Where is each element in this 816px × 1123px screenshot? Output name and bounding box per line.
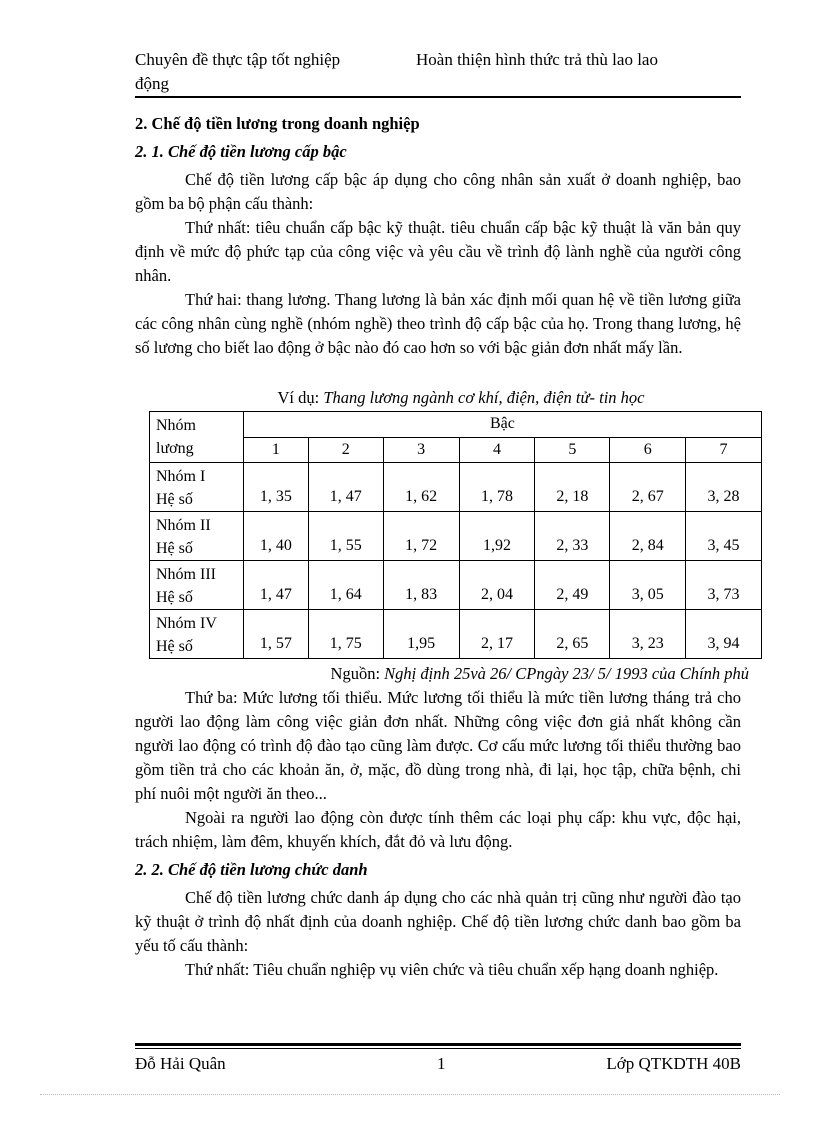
coefficient-cell: 2, 84 [610,512,686,561]
footer-author: Đỗ Hải Quân [135,1054,226,1073]
level-cell: 2 [308,438,383,463]
paragraph-1: Chế độ tiền lương cấp bậc áp dụng cho công nhân sản xuất ở doanh nghiệp, bao gồm ba bộ phận cấu thành: [135,170,741,213]
table-caption [135,386,741,410]
page-header [135,50,741,93]
level-cell: 1 [243,438,308,463]
coefficient-cell: 1, 35 [243,463,308,512]
paragraph-3: Thứ hai: thang lương. Thang lương là bản xác định mối quan hệ về tiền lương giữa các công nhân cùng nghề (nhóm nghề) theo trình độ cấp bậc của họ. Trong thang lương, hệ số lương cho biết lao động ở bậc nào đó cao hơn so với bậc giản đơn nhất mấy lần. [135,290,741,357]
coefficient-cell: 1, 62 [383,463,459,512]
coefficient-cell: 1, 55 [308,512,383,561]
row-label: Hệ số [156,589,193,606]
coefficient-cell: 3, 45 [686,512,762,561]
row-group-cell [150,463,244,512]
paragraph-4: Thứ ba: Mức lương tối thiểu. Mức lương tối thiểu là mức tiền lương tháng trả cho người lao động làm công việc giản đơn nhất. Những công việc đơn giả nhất không cần người lao động có trình độ đào tạo cũng làm được. Cơ cấu mức lương tối thiểu thường bao gồm tiền trả cho các khoản ăn, ở, mặc, đồ dùng trong nhà, đi lại, học tập, chữa bệnh, chi phí nuôi một người ăn theo... [135,688,741,803]
footer-rule-thin [135,1048,741,1049]
header-left-title: Chuyên đề thực tập tốt nghiệp [135,50,341,69]
footer-page-number: 1 [437,1054,446,1073]
coefficient-cell: 3, 28 [686,463,762,512]
table-row [150,463,762,512]
coefficient-cell: 1,95 [383,610,459,659]
coefficient-cell: 3, 05 [610,561,686,610]
group-name: Nhóm II [156,517,211,534]
table-source [135,662,749,686]
table-row [150,512,762,561]
coefficient-cell: 3, 73 [686,561,762,610]
document-body [135,112,749,982]
caption-prefix: Ví dụ: [277,388,324,407]
row-label: Hệ số [156,638,193,655]
table-row [150,561,762,610]
coefficient-cell: 3, 94 [686,610,762,659]
caption-text: Thang lương ngành cơ khí, điện, điện tử- tin học [323,388,645,407]
table-header-group: Nhóm lương [150,412,244,463]
paragraph-6: Chế độ tiền lương chức danh áp dụng cho các nhà quản trị cũng như người đào tạo kỹ thuật ở trình độ nhất định của doanh nghiệp. Chế độ tiền lương chức danh bao gồm ba yếu tố cấu thành: [135,888,741,955]
coefficient-cell: 2, 04 [459,561,535,610]
row-label: Hệ số [156,491,193,508]
paragraph-7: Thứ nhất: Tiêu chuẩn nghiệp vụ viên chức và tiêu chuẩn xếp hạng doanh nghiệp. [185,960,719,979]
source-prefix: Nguồn: [330,664,385,683]
coefficient-cell: 2, 33 [535,512,610,561]
row-group-cell [150,610,244,659]
row-group-cell [150,561,244,610]
group-name: Nhóm IV [156,615,217,632]
coefficient-cell: 2, 18 [535,463,610,512]
level-cell: 4 [459,438,535,463]
coefficient-cell: 1, 40 [243,512,308,561]
level-cell: 7 [686,438,762,463]
level-cell: 5 [535,438,610,463]
row-label: Hệ số [156,540,193,557]
coefficient-cell: 2, 67 [610,463,686,512]
header-left-continuation: động [135,74,169,93]
coefficient-cell: 2, 49 [535,561,610,610]
coefficient-cell: 1, 83 [383,561,459,610]
coefficient-cell: 1, 72 [383,512,459,561]
coefficient-cell: 3, 23 [610,610,686,659]
table-row [150,610,762,659]
level-cell: 6 [610,438,686,463]
paragraph-2: Thứ nhất: tiêu chuẩn cấp bậc kỹ thuật. tiêu chuẩn cấp bậc kỹ thuật là văn bản quy định về mức độ phức tạp của công việc và yêu cầu về trình độ lành nghề của người công nhân. [135,218,741,285]
source-text: Nghị định 25và 26/ CPngày 23/ 5/ 1993 của Chính phủ [384,664,749,683]
table-header-bac: Bậc [243,412,761,438]
footer-rule-thick [135,1043,741,1046]
coefficient-cell: 1, 78 [459,463,535,512]
page-bottom-edge [40,1094,780,1095]
header-rule [135,96,741,98]
subsection-heading-1: 2. 1. Chế độ tiền lương cấp bậc [135,142,347,161]
coefficient-cell: 1, 47 [243,561,308,610]
section-heading: 2. Chế độ tiền lương trong doanh nghiệp [135,114,420,133]
footer-class: Lớp QTKDTH 40B [606,1054,741,1073]
group-name: Nhóm III [156,566,216,583]
header-right-title: Hoàn thiện hình thức trả thù lao lao [416,50,658,69]
coefficient-cell: 1, 64 [308,561,383,610]
coefficient-cell: 1, 57 [243,610,308,659]
coefficient-cell: 1, 75 [308,610,383,659]
paragraph-5: Ngoài ra người lao động còn được tính thêm các loại phụ cấp: khu vực, độc hại, trách nhiệm, làm đêm, khuyến khích, đắt đỏ và lưu động. [135,808,741,851]
group-name: Nhóm I [156,468,206,485]
level-cell: 3 [383,438,459,463]
coefficient-cell: 2, 65 [535,610,610,659]
coefficient-cell: 1,92 [459,512,535,561]
coefficient-cell: 2, 17 [459,610,535,659]
row-group-cell [150,512,244,561]
subsection-heading-2: 2. 2. Chế độ tiền lương chức danh [135,860,368,879]
coefficient-cell: 1, 47 [308,463,383,512]
salary-scale-table [149,411,762,659]
